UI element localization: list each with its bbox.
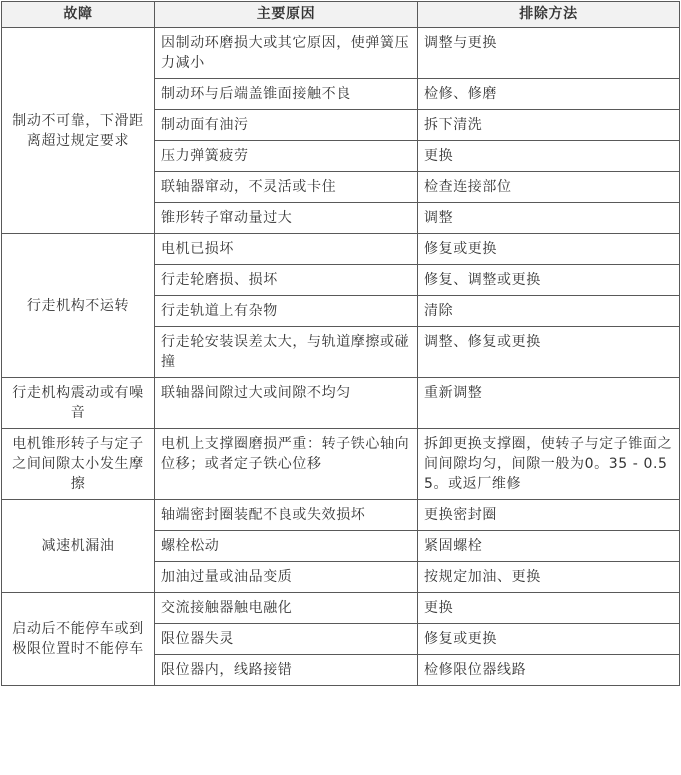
table-row bbox=[2, 429, 680, 500]
fix-cell: 修复或更换 bbox=[418, 624, 680, 655]
cause-cell: 联轴器间隙过大或间隙不均匀 bbox=[155, 378, 418, 429]
cause-cell: 行走轮安装误差太大，与轨道摩擦或碰撞 bbox=[155, 327, 418, 378]
header-cause: 主要原因 bbox=[155, 2, 418, 28]
fix-cell: 检修、修磨 bbox=[418, 79, 680, 110]
fix-cell: 拆卸更换支撑圈，使转子与定子锥面之间间隙均匀，间隙一般为0。35 - 0.55。或返厂维修 bbox=[418, 429, 680, 500]
header-row bbox=[2, 2, 680, 28]
fault-cell: 行走机构震动或有噪音 bbox=[2, 378, 155, 429]
fix-cell: 更换 bbox=[418, 141, 680, 172]
cause-cell: 压力弹簧疲劳 bbox=[155, 141, 418, 172]
fix-cell: 更换 bbox=[418, 593, 680, 624]
cause-cell: 加油过量或油品变质 bbox=[155, 562, 418, 593]
cause-cell: 行走轮磨损、损坏 bbox=[155, 265, 418, 296]
fix-cell: 修复、调整或更换 bbox=[418, 265, 680, 296]
fault-cell: 行走机构不运转 bbox=[2, 234, 155, 378]
cause-cell: 螺栓松动 bbox=[155, 531, 418, 562]
fix-cell: 修复或更换 bbox=[418, 234, 680, 265]
fix-cell: 检查连接部位 bbox=[418, 172, 680, 203]
cause-cell: 轴端密封圈装配不良或失效损坏 bbox=[155, 500, 418, 531]
fix-cell: 重新调整 bbox=[418, 378, 680, 429]
cause-cell: 因制动环磨损大或其它原因，使弹簧压力减小 bbox=[155, 28, 418, 79]
fix-cell: 调整 bbox=[418, 203, 680, 234]
fault-cell: 减速机漏油 bbox=[2, 500, 155, 593]
fix-cell: 检修限位器线路 bbox=[418, 655, 680, 686]
fault-cell: 电机锥形转子与定子之间间隙太小发生摩擦 bbox=[2, 429, 155, 500]
cause-cell: 制动面有油污 bbox=[155, 110, 418, 141]
fix-cell: 按规定加油、更换 bbox=[418, 562, 680, 593]
table-row bbox=[2, 500, 680, 531]
fix-cell: 调整与更换 bbox=[418, 28, 680, 79]
fix-cell: 调整、修复或更换 bbox=[418, 327, 680, 378]
cause-cell: 限位器失灵 bbox=[155, 624, 418, 655]
fix-cell: 更换密封圈 bbox=[418, 500, 680, 531]
table-row bbox=[2, 593, 680, 624]
cause-cell: 制动环与后端盖锥面接触不良 bbox=[155, 79, 418, 110]
fault-table bbox=[1, 1, 680, 686]
cause-cell: 电机已损坏 bbox=[155, 234, 418, 265]
header-fault: 故障 bbox=[2, 2, 155, 28]
cause-cell: 限位器内，线路接错 bbox=[155, 655, 418, 686]
fix-cell: 清除 bbox=[418, 296, 680, 327]
fault-cell: 启动后不能停车或到极限位置时不能停车 bbox=[2, 593, 155, 686]
cause-cell: 联轴器窜动，不灵活或卡住 bbox=[155, 172, 418, 203]
header-fix: 排除方法 bbox=[418, 2, 680, 28]
table-row bbox=[2, 378, 680, 429]
cause-cell: 锥形转子窜动量过大 bbox=[155, 203, 418, 234]
table-row bbox=[2, 28, 680, 79]
fix-cell: 拆下清洗 bbox=[418, 110, 680, 141]
cause-cell: 电机上支撑圈磨损严重：转子铁心轴向位移；或者定子铁心位移 bbox=[155, 429, 418, 500]
fault-cell: 制动不可靠，下滑距离超过规定要求 bbox=[2, 28, 155, 234]
cause-cell: 行走轨道上有杂物 bbox=[155, 296, 418, 327]
fix-cell: 紧固螺栓 bbox=[418, 531, 680, 562]
table-row bbox=[2, 234, 680, 265]
cause-cell: 交流接触器触电融化 bbox=[155, 593, 418, 624]
